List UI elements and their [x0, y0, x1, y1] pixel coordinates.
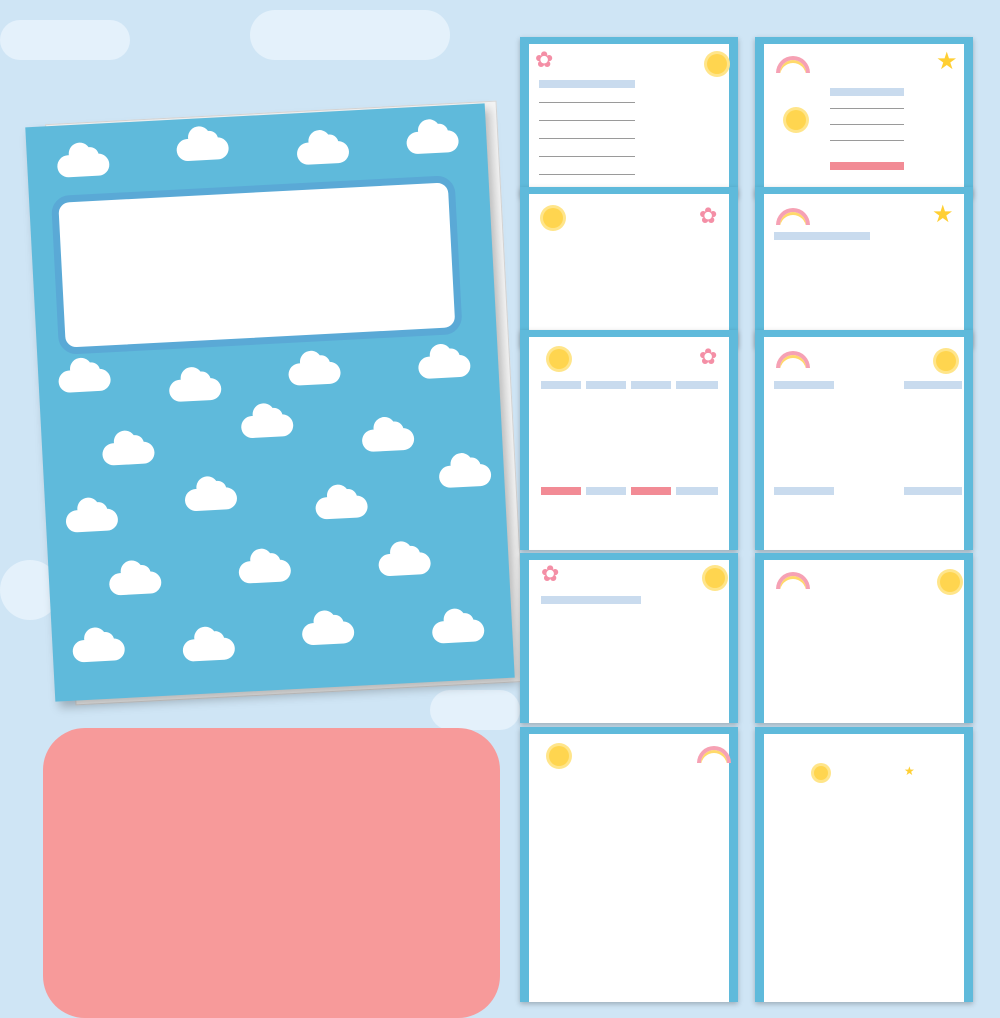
page-after-school-routine	[755, 727, 973, 1002]
sun-icon	[549, 349, 569, 369]
day-header	[586, 487, 626, 495]
day-header	[631, 487, 671, 495]
page-daily-checklist	[755, 37, 973, 197]
promo-box	[43, 728, 500, 1018]
cover-cloud	[406, 130, 459, 155]
header-bar	[904, 381, 962, 389]
background-cloud	[430, 690, 520, 730]
cover-cloud	[176, 137, 229, 162]
cover-cloud	[302, 621, 355, 646]
sun-icon	[707, 54, 727, 74]
header-bar	[830, 162, 904, 170]
cover-cloud	[315, 495, 368, 520]
day-header	[541, 381, 581, 389]
cover-cloud	[378, 552, 431, 577]
page-everyday-chores	[520, 37, 738, 197]
cover-cloud	[296, 141, 349, 166]
header-bar	[774, 381, 834, 389]
day-header	[541, 487, 581, 495]
notebook-cover	[25, 103, 514, 701]
background-cloud	[250, 10, 450, 60]
page-reward-chart	[520, 727, 738, 1002]
rainbow-icon	[776, 351, 810, 368]
flower-icon: ✿	[535, 48, 554, 73]
sun-icon	[549, 746, 569, 766]
cover-cloud	[432, 619, 485, 644]
cover-cloud	[418, 354, 471, 379]
day-header	[631, 381, 671, 389]
row-line	[830, 108, 904, 109]
sun-icon	[705, 568, 725, 588]
day-header	[586, 381, 626, 389]
header-bar	[541, 596, 641, 604]
cover-cloud	[439, 464, 492, 489]
header-bar	[774, 487, 834, 495]
sun-icon	[940, 572, 960, 592]
row-line	[539, 138, 635, 139]
star-icon: ★	[932, 200, 954, 228]
page-chore-chart-weekly	[755, 330, 973, 550]
page-exercise-chart	[520, 553, 738, 723]
flower-icon: ✿	[699, 204, 718, 229]
header-bar	[539, 80, 635, 88]
sun-icon	[936, 351, 956, 371]
background-cloud	[0, 20, 130, 60]
cover-cloud	[58, 368, 111, 393]
cover-cloud	[238, 559, 291, 584]
header-bar	[904, 487, 962, 495]
page-chore-chart	[755, 187, 973, 347]
cover-cloud	[72, 638, 125, 663]
cover-cloud	[109, 571, 162, 596]
rainbow-icon	[776, 208, 810, 225]
cover-cloud	[65, 508, 118, 533]
header-bar	[774, 232, 870, 240]
page-daily-schedule	[520, 187, 738, 347]
star-icon: ★	[936, 47, 958, 75]
page-weekly-schedule	[520, 330, 738, 550]
flower-icon: ✿	[541, 562, 560, 587]
page-allowance-tracker	[755, 553, 973, 723]
cover-cloud	[362, 428, 415, 453]
sun-icon	[543, 208, 563, 228]
cover-cloud	[184, 487, 237, 512]
cover-cloud	[169, 378, 222, 403]
row-line	[539, 102, 635, 103]
cover-cloud	[241, 414, 294, 439]
row-line	[539, 120, 635, 121]
rainbow-icon	[776, 56, 810, 73]
sun-icon	[786, 110, 806, 130]
header-bar	[830, 88, 904, 96]
row-line	[539, 174, 635, 175]
cover-cloud	[57, 153, 110, 178]
row-line	[830, 124, 904, 125]
row-line	[830, 140, 904, 141]
day-header	[676, 487, 718, 495]
cover-cloud	[182, 637, 235, 662]
rainbow-icon	[776, 572, 810, 589]
sun-icon	[814, 766, 828, 780]
row-line	[539, 156, 635, 157]
flower-icon: ✿	[699, 345, 718, 370]
cover-title-box	[51, 175, 463, 355]
cover-cloud	[288, 361, 341, 386]
cover-cloud	[102, 441, 155, 466]
rainbow-icon	[697, 746, 731, 763]
day-header	[676, 381, 718, 389]
star-icon: ★	[904, 764, 915, 778]
